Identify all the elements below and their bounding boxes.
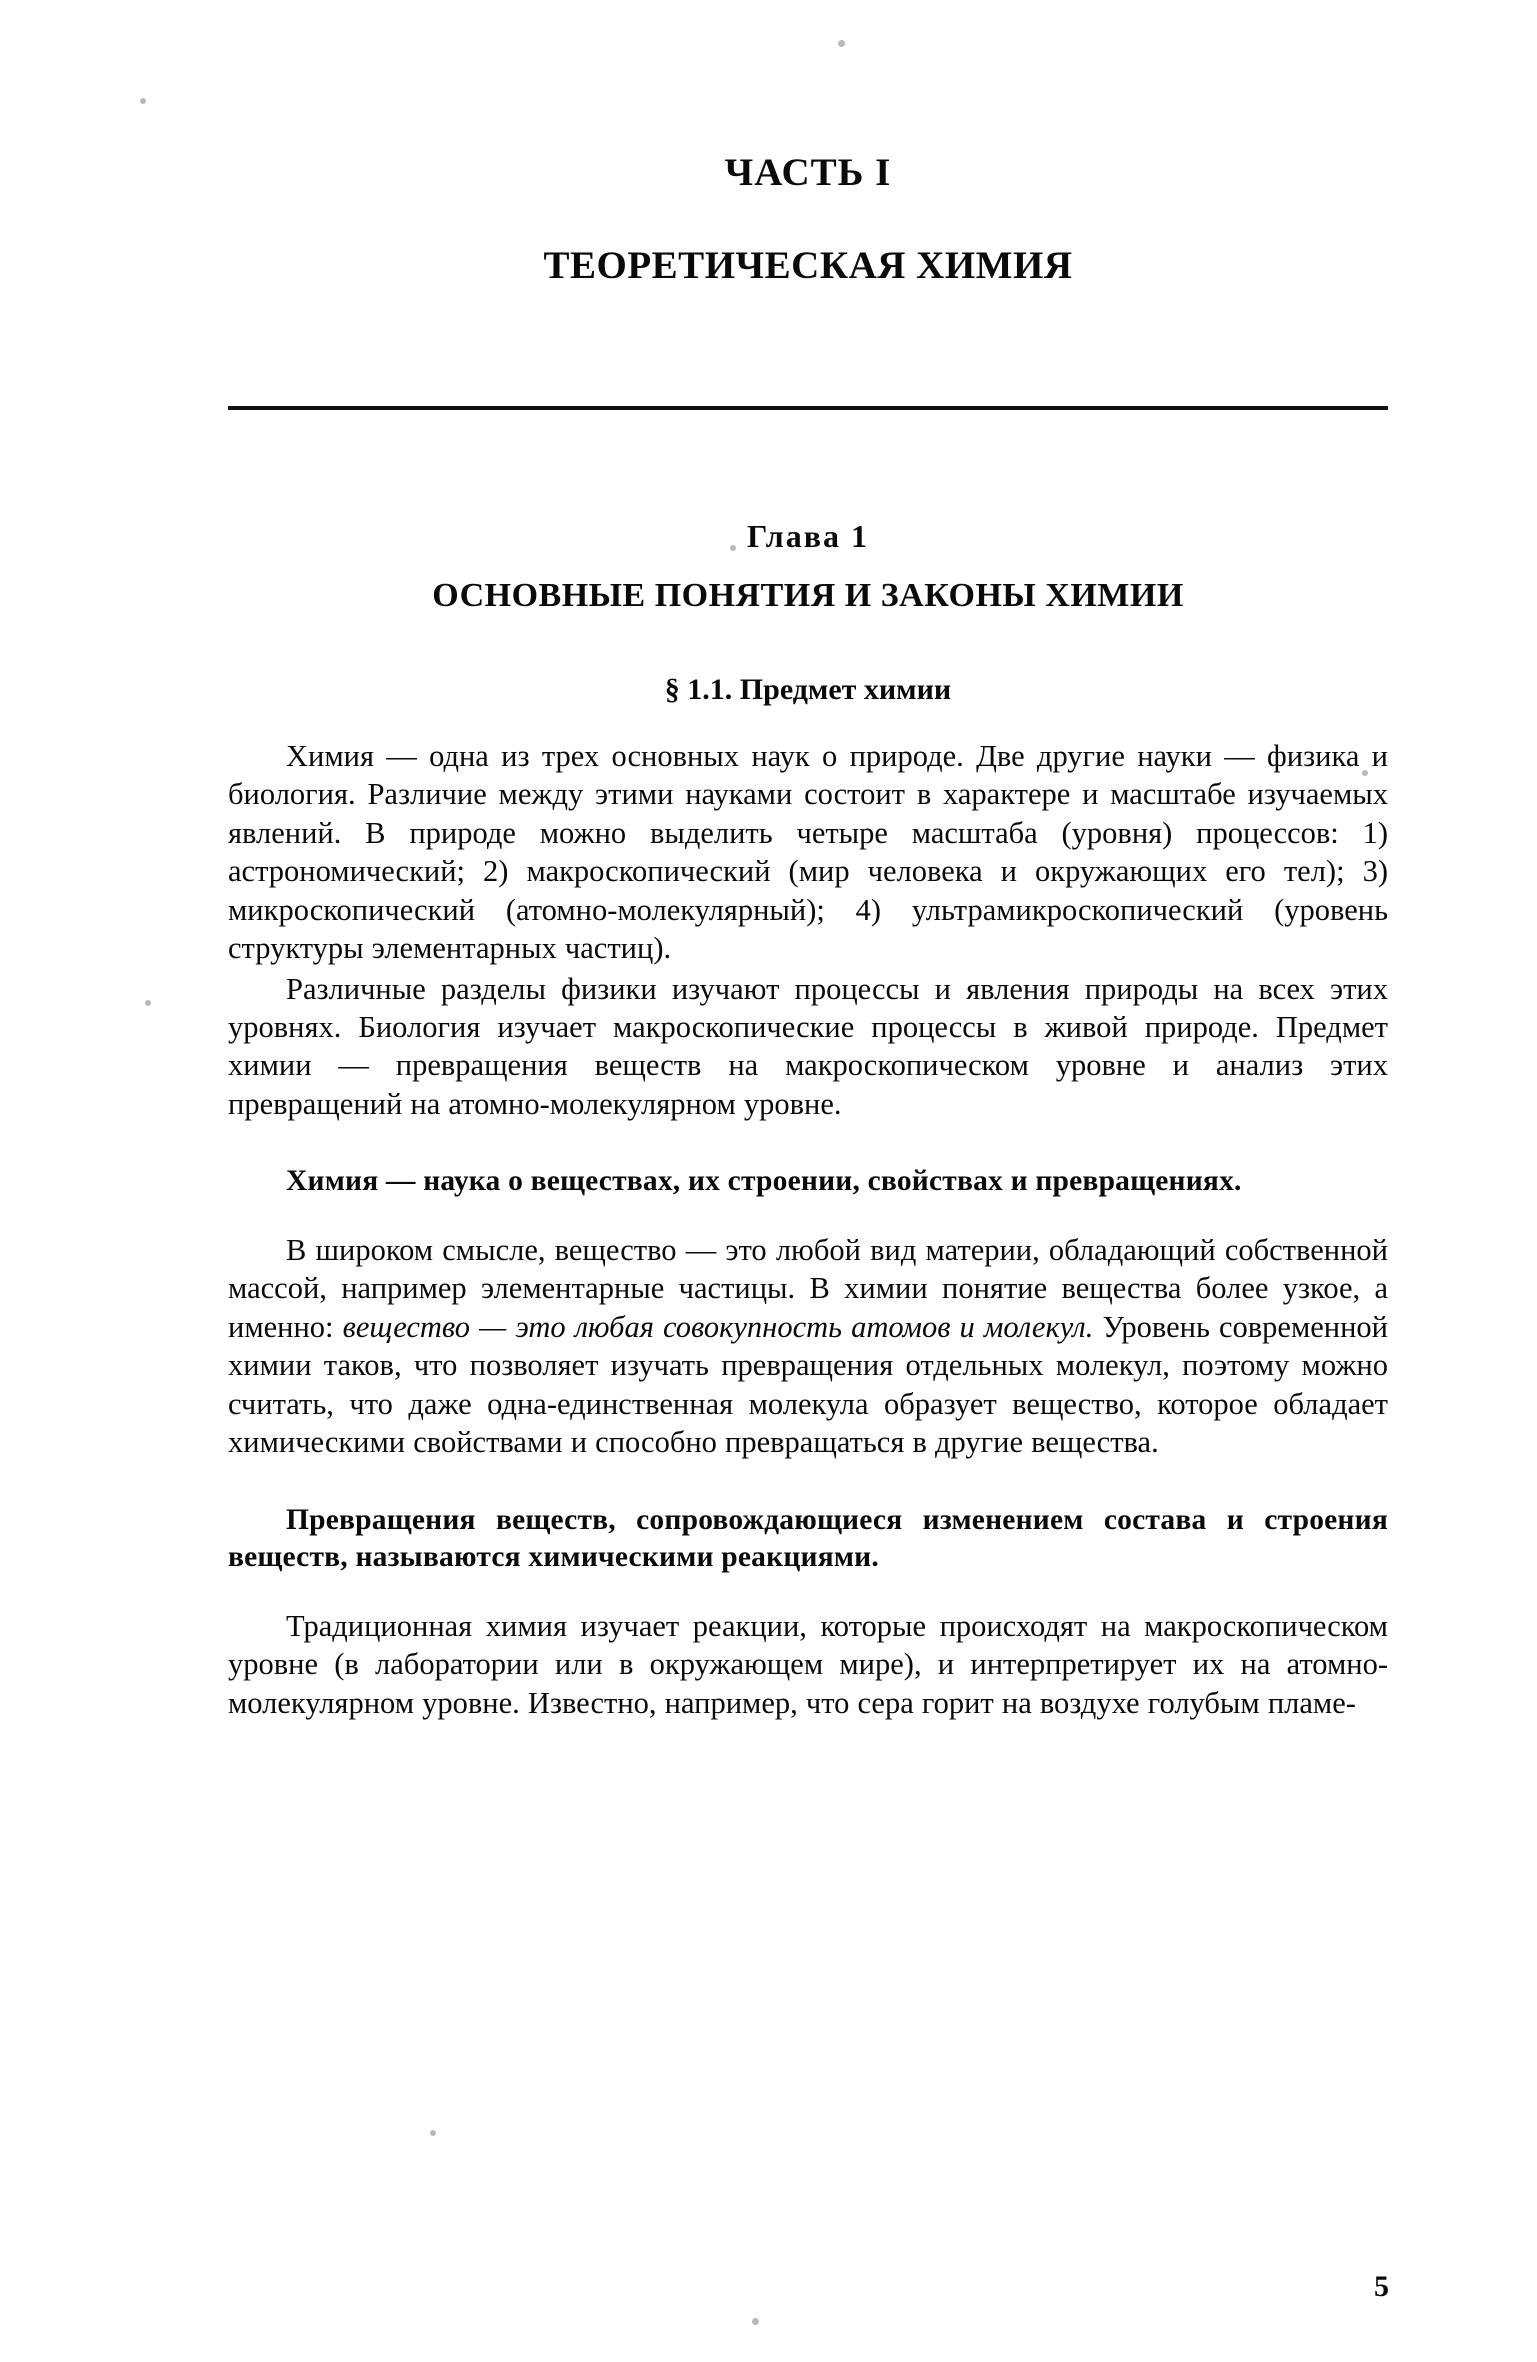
paragraph: Традиционная химия изучает реакции, которые происходят на макроскопическом уровне (в лаборатории или в окружающем мире), и интерпретирует их на атомно-молекулярном уровне. Известно, например, что сера горит на воздухе голубым пламе- — [228, 1609, 1388, 1720]
chapter-title: ОСНОВНЫЕ ПОНЯТИЯ И ЗАКОНЫ ХИМИИ — [432, 577, 1184, 614]
section-title: § 1.1. Предмет химии — [664, 673, 952, 706]
part-subtitle: ТЕОРЕТИЧЕСКАЯ ХИМИЯ — [543, 244, 1073, 287]
chapter-label: Глава 1 — [747, 518, 869, 554]
paragraph-text-tail: Уровень современной химии таков, что позволяет изучать превращения отдельных молекул, поэтому можно считать, что даже одна-единственная молекула образует вещество, которое обладает химическими свойствами и способно превращаться в другие вещества. — [228, 1309, 1389, 1460]
scan-speck — [140, 98, 146, 104]
key-statement: Химия — наука о веществах, их строении, свойствах и превращениях. — [286, 1165, 1242, 1198]
horizontal-divider — [228, 406, 1388, 410]
part-title: ЧАСТЬ I — [724, 151, 892, 194]
paragraph: Химия — одна из трех основных наук о природе. Две другие науки — физика и биология. Различие между этими науками состоит в характере и масштабе изучаемых явлений. В природе можно выделить четыре масштаба (уровня) процессов: 1) астрономический; 2) макроскопический (мир человека и окружающих его тел); 3) микроскопический (атомно-молекулярный); 4) ультрамикроскопический (уровень структуры элементарных частиц). — [228, 739, 1388, 966]
scan-speck — [430, 2130, 436, 2136]
scan-speck — [752, 2318, 759, 2325]
page-number: 5 — [1374, 2270, 1389, 2303]
key-statement: Превращения веществ, сопровождающиеся изменением состава и строения веществ, называются химическими реакциями. — [228, 1503, 1388, 1574]
paragraph — [228, 1231, 1388, 1462]
paragraph-text-lead: В широком смысле, вещество — это любой вид материи, обладающий собственной массой, например элементарные частицы. В химии понятие вещества более узкое, а именно: — [228, 1232, 1388, 1344]
page-content — [228, 150, 1388, 1722]
scan-speck — [145, 1000, 151, 1006]
paragraph: Различные разделы физики изучают процессы и явления природы на всех этих уровнях. Биология изучает макроскопические процессы в живой природе. Предмет химии — превращения веществ на макроскопическом уровне и анализ этих превращений на атомно-молекулярном уровне. — [228, 971, 1388, 1121]
scan-speck — [838, 40, 845, 47]
paragraph-text-italic: вещество — это любая совокупность атомов и молекул. — [342, 1309, 1094, 1344]
